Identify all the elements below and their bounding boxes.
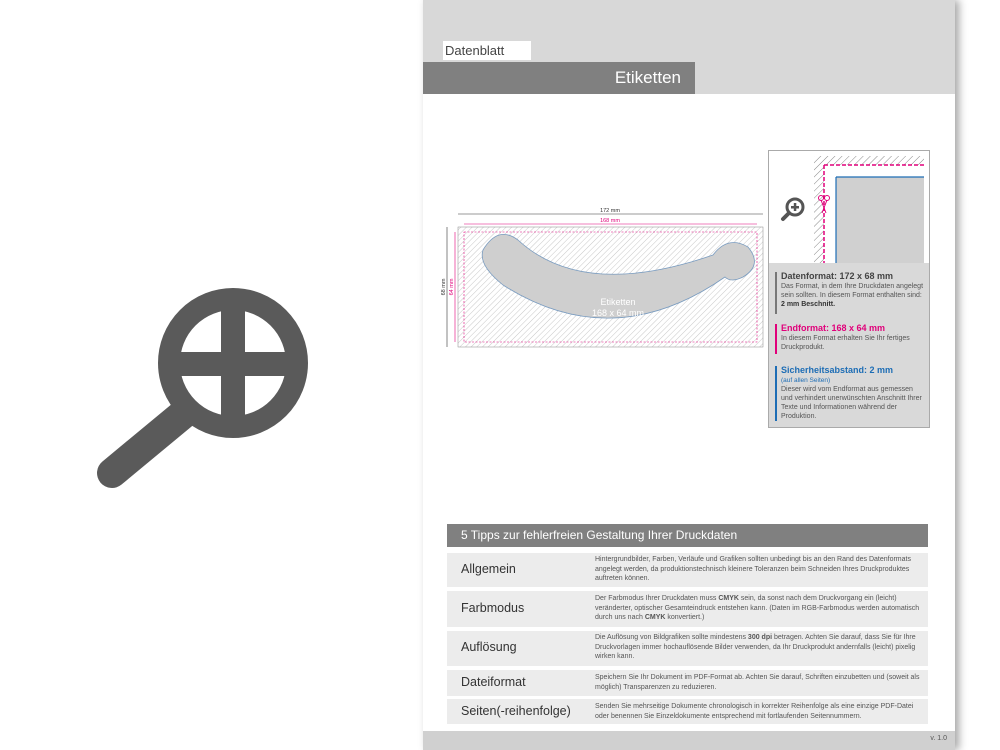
tip-text [595, 594, 925, 623]
page-footer [423, 731, 955, 750]
legend-safety-text: Dieser wird vom Endformat aus gemessen und verhindert unerwünschten Anschnitt Ihrer Texte und Informationen während der Produktion. [781, 386, 922, 420]
legend-safety-margin [781, 365, 926, 421]
width-outer-label: 172 mm [600, 208, 620, 214]
tip-label: Auflösung [461, 640, 517, 654]
tip-text [595, 633, 925, 662]
tip-text-part: sein, da sonst nach dem Druckvorgang ein (leicht) veränderter, optischer Gesamteindruck entstehen kann. (Daten im RGB-Farbmodus werden automatisch durch uns nach [595, 595, 920, 621]
tip-label: Farbmodus [461, 601, 525, 615]
label-size: 168 x 64 mm [591, 308, 645, 318]
tip-text: Senden Sie mehrseitige Dokumente chronologisch in korrekter Reihenfolge als eine einzige PDF-Datei oder benennen Sie Einzeldokumente entsprechend mit fortlaufenden Seitennummern. [595, 703, 914, 720]
tip-text-part: betragen. Achten Sie darauf, dass Sie für Ihre Druckvorlagen immer hochauflösende Bilder verwenden, da Ihr Druckprodukt andernfalls (leicht) pixelig wirken kann. [595, 634, 916, 660]
legend-end-format [781, 323, 926, 352]
label-name: Etiketten [600, 297, 636, 307]
tip-row-dateiformat [447, 670, 928, 696]
tip-text-bold: CMYK [644, 614, 666, 621]
tip-text: Hintergrundbilder, Farben, Verläufe und Grafiken sollten unbedingt bis an den Rand des Datenformats angelegt werden, da produktionstechnisch kleinere Toleranzen beim Schneiden Ihres Druckproduktes auftreten können. [595, 556, 911, 582]
width-inner-label: 168 mm [600, 218, 620, 224]
zoom-in-icon [783, 199, 803, 219]
zoom-in-icon[interactable] [90, 285, 330, 495]
tip-row-aufloesung [447, 631, 928, 666]
tip-row-seiten [447, 699, 928, 724]
tip-text-bold: CMYK [718, 595, 739, 602]
height-inner-label: 64 mm [449, 278, 455, 296]
format-legend [768, 150, 930, 428]
tip-label: Seiten(-reihenfolge) [461, 704, 571, 718]
tip-label: Dateiformat [461, 675, 526, 689]
datasheet-tab: Datenblatt [443, 41, 531, 60]
tip-label: Allgemein [461, 562, 516, 576]
version-label: v. 1.0 [930, 735, 947, 742]
page-title: Etiketten [423, 62, 695, 94]
legend-safety-title: Sicherheitsabstand: 2 mm [781, 365, 894, 375]
tip-text-part: konvertiert.) [665, 614, 705, 621]
legend-data-format-text: Das Format, in dem Ihre Druckdaten angelegt sein sollten. In diesem Format enthalten sind: [781, 283, 924, 299]
height-outer-label: 68 mm [441, 278, 447, 296]
tip-row-allgemein [447, 553, 928, 587]
tip-text: Speichern Sie Ihr Dokument im PDF-Format ab. Achten Sie darauf, Schriften einzubetten und (soweit als möglich) Transparenzen zu reduzieren. [595, 674, 920, 691]
legend-end-format-title: Endformat: 168 x 64 mm [781, 323, 886, 333]
corner-detail [769, 151, 929, 263]
tip-text-part: Die Auflösung von Bildgrafiken sollte mindestens [595, 634, 748, 641]
tips-title: 5 Tipps zur fehlerfreien Gestaltung Ihrer Druckdaten [447, 524, 928, 547]
legend-data-format-bold: 2 mm Beschnitt. [781, 301, 836, 308]
label-format-diagram [443, 205, 768, 355]
legend-end-format-text: In diesem Format erhalten Sie Ihr fertiges Druckprodukt. [781, 335, 910, 351]
tip-text-bold: 300 dpi [747, 634, 773, 641]
datasheet-page [423, 0, 955, 750]
tip-row-farbmodus [447, 591, 928, 627]
legend-safety-sub: (auf allen Seiten) [781, 377, 831, 384]
tip-text-part: Der Farbmodus Ihrer Druckdaten muss [595, 595, 719, 602]
legend-data-format [781, 271, 926, 309]
legend-data-format-title: Datenformat: 172 x 68 mm [781, 271, 894, 281]
